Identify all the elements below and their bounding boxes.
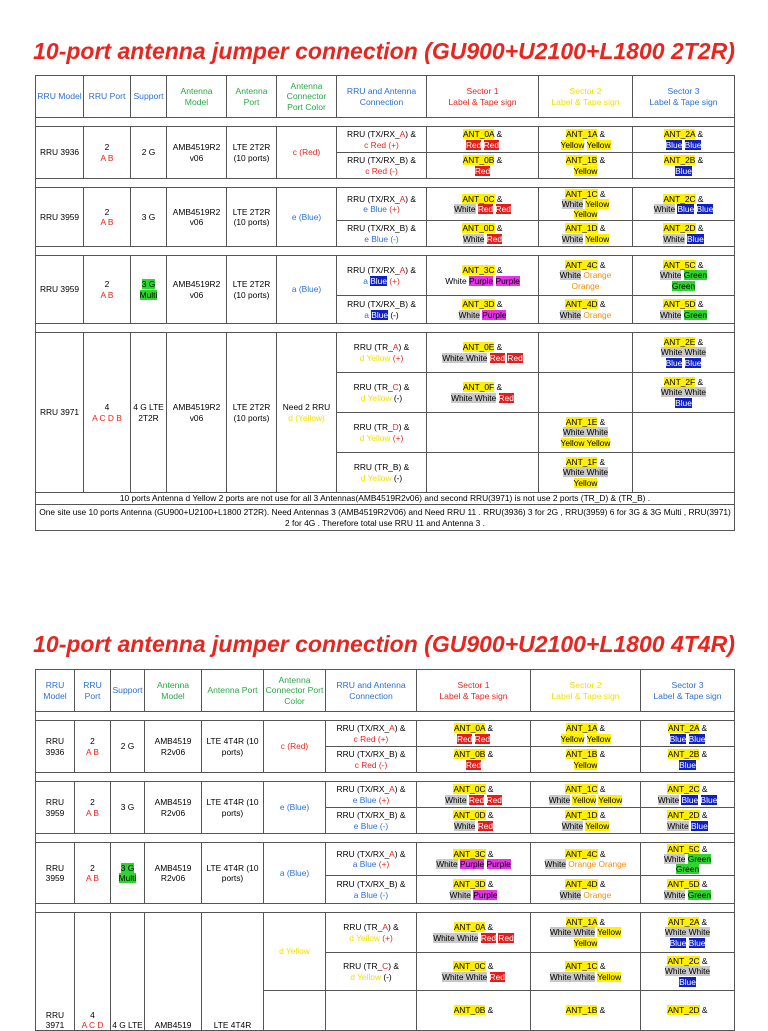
connection: RRU (TR_C) & d Yellow (-) (326, 953, 417, 991)
connection: RRU (TR_D) & d Yellow (+) (337, 413, 427, 453)
page-title-2t2r: 10-port antenna jumper connection (GU900+U2100+L1800 2T2R) (33, 38, 735, 64)
sector3-label: ANT_2C & White Blue Blue (641, 782, 735, 808)
rru-port: 2 A B (84, 188, 131, 247)
rru-model: RRU 3971 (36, 333, 84, 493)
antenna-port: LTE 4T4R (10 ports) (202, 782, 264, 834)
connection: RRU (TX/RX_B) & a Blue (-) (337, 296, 427, 324)
header-row (36, 76, 735, 118)
header-rru-model: RRU Model (36, 76, 84, 118)
antenna-model: AMB4519 R2v06 (145, 721, 202, 773)
sector3-label: ANT_2D & White Blue (633, 221, 735, 247)
sector3-label: ANT_5C & White Green Green (633, 256, 735, 296)
connector-color: d Yellow (264, 913, 326, 991)
sector1-label (427, 413, 539, 453)
header-connector-color: Antenna Connector Port Color (277, 76, 337, 118)
connector-color: a (Blue) (264, 843, 326, 904)
sector1-label: ANT_0C & White Red Red (427, 188, 539, 221)
header-connector-color: Antenna Connector Port Color (264, 670, 326, 712)
sector1-label: ANT_0B & Red (427, 153, 539, 179)
note-site-summary: One site use 10 ports Antenna (GU900+U2100+L1800 2T2R). Need Antennas 3 (AMB4519R2V06) and Need RRU 11 . RRU(3936) 3 for 2G , RRU(3959) 6 for 3G & 3G Multi , RRU(3971) 2 for 4G . Therefore total use RRU 11 and Antenna 3 . (36, 505, 735, 531)
connection: RRU (TX/RX_A) & a Blue (+) (337, 256, 427, 296)
antenna-model: AMB4519R2 v06 (167, 256, 227, 324)
header-row (36, 670, 735, 712)
sector2-label: ANT_1A & White White Yellow Yellow (531, 913, 641, 953)
sector3-label: ANT_2A & Blue Blue (641, 721, 735, 747)
support: 3 G (111, 782, 145, 834)
sector3-label (633, 413, 735, 453)
table-row (36, 721, 735, 747)
sector2-label: ANT_1B & (531, 991, 641, 1031)
support: 2 G (131, 127, 167, 179)
connector-color: c (Red) (277, 127, 337, 179)
connector-color (264, 991, 326, 1031)
connection: RRU (TX/RX_A) & e Blue (+) (337, 188, 427, 221)
antenna-model: AMB4519 R2v06 (145, 782, 202, 834)
sector2-label: ANT_1F & White White Yellow (539, 453, 633, 493)
support: 3 G Multi (131, 256, 167, 324)
antenna-model: AMB4519 (145, 913, 202, 1031)
antenna-port: LTE 4T4R (202, 913, 264, 1031)
connection: RRU (TR_A) & d Yellow (+) (326, 913, 417, 953)
header-rru-port: RRU Port (75, 670, 111, 712)
sector3-label: ANT_2D & (641, 991, 735, 1031)
connection: RRU (TR_B) & d Yellow (-) (337, 453, 427, 493)
antenna-model: AMB4519R2 v06 (167, 333, 227, 493)
sector2-label: ANT_1C & White Yellow Yellow (539, 188, 633, 221)
sector3-label (633, 453, 735, 493)
connection: RRU (TR_A) & d Yellow (+) (337, 333, 427, 373)
sector1-label: ANT_3C & White Purple Purple (417, 843, 531, 876)
rru-model: RRU 3959 (36, 188, 84, 247)
page-title-4t4r: 10-port antenna jumper connection (GU900+U2100+L1800 4T4R) (33, 631, 735, 657)
connection: RRU (TX/RX_B) & e Blue (-) (337, 221, 427, 247)
connection: RRU (TX/RX_A) & c Red (+) (326, 721, 417, 747)
sector2-label (539, 373, 633, 413)
header-rru-port: RRU Port (84, 76, 131, 118)
header-support: Support (131, 76, 167, 118)
sector2-label: ANT_4C & White Orange Orange (539, 256, 633, 296)
antenna-model: AMB4519R2 v06 (167, 188, 227, 247)
antenna-model: AMB4519 R2v06 (145, 843, 202, 904)
sector1-label: ANT_0E & White White Red Red (427, 333, 539, 373)
header-sector-2: Sector 2 Label & Tape sign (531, 670, 641, 712)
rru-model: RRU 3959 (36, 782, 75, 834)
sector3-label: ANT_2D & White Blue (641, 808, 735, 834)
sector1-label: ANT_0D & White Red (427, 221, 539, 247)
header-sector-2: Sector 2 Label & Tape sign (539, 76, 633, 118)
sector3-label: ANT_2A & White White Blue Blue (641, 913, 735, 953)
rru-port: 4 A C D (75, 913, 111, 1031)
sector3-label: ANT_2F & White White Blue (633, 373, 735, 413)
sector3-label: ANT_2B & Blue (633, 153, 735, 179)
sector2-label: ANT_1A & Yellow Yellow (539, 127, 633, 153)
rru-model: RRU 3936 (36, 127, 84, 179)
support: 4 G LTE (111, 913, 145, 1031)
sector1-label: ANT_0C & White White Red (417, 953, 531, 991)
sector3-label: ANT_2C & White White Blue (641, 953, 735, 991)
sector2-label: ANT_1D & White Yellow (531, 808, 641, 834)
table-row (36, 333, 735, 373)
table-row (36, 913, 735, 953)
sector3-label: ANT_2A & Blue Blue (633, 127, 735, 153)
header-antenna-model: Antenna Model (145, 670, 202, 712)
connection: RRU (TX/RX_B) & c Red (-) (337, 153, 427, 179)
connection: RRU (TX/RX_A) & a Blue (+) (326, 843, 417, 876)
rru-port: 2 A B (84, 127, 131, 179)
connection: RRU (TR_C) & d Yellow (-) (337, 373, 427, 413)
support: 4 G LTE 2T2R (131, 333, 167, 493)
antenna-port: LTE 2T2R (10 ports) (227, 333, 277, 493)
header-antenna-port: Antenna Port (202, 670, 264, 712)
table-2t2r (35, 75, 735, 531)
support: 3 G (131, 188, 167, 247)
rru-port: 4 A C D B (84, 333, 131, 493)
sector3-label: ANT_2C & White Blue Blue (633, 188, 735, 221)
antenna-port: LTE 2T2R (10 ports) (227, 256, 277, 324)
connection: RRU (TX/RX_B) & e Blue (-) (326, 808, 417, 834)
rru-port: 2 A B (84, 256, 131, 324)
sector2-label: ANT_4D & White Orange (531, 876, 641, 904)
sector2-label: ANT_4C & White Orange Orange (531, 843, 641, 876)
connection: RRU (TX/RX_A) & e Blue (+) (326, 782, 417, 808)
antenna-port: LTE 2T2R (10 ports) (227, 127, 277, 179)
sector3-label: ANT_2B & Blue (641, 747, 735, 773)
sector3-label: ANT_2E & White White Blue Blue (633, 333, 735, 373)
connection: RRU (TX/RX_B) & c Red (-) (326, 747, 417, 773)
header-support: Support (111, 670, 145, 712)
header-sector-1: Sector 1 Label & Tape sign (427, 76, 539, 118)
sector1-label: ANT_0C & White Red Red (417, 782, 531, 808)
sector1-label: ANT_0A & Red Red (427, 127, 539, 153)
header-rru-antenna-connection: RRU and Antenna Connection (326, 670, 417, 712)
rru-port: 2 A B (75, 782, 111, 834)
connection: RRU (TX/RX_A) & c Red (+) (337, 127, 427, 153)
connector-color: a (Blue) (277, 256, 337, 324)
sector1-label: ANT_0A & Red Red (417, 721, 531, 747)
rru-port: 2 A B (75, 721, 111, 773)
sector2-label: ANT_1C & White White Yellow (531, 953, 641, 991)
sector3-label: ANT_5D & White Green (641, 876, 735, 904)
sector2-label: ANT_4D & White Orange (539, 296, 633, 324)
table-row (36, 843, 735, 876)
sector1-label (427, 453, 539, 493)
header-antenna-port: Antenna Port (227, 76, 277, 118)
sector3-label: ANT_5D & White Green (633, 296, 735, 324)
table-4t4r (35, 669, 735, 1031)
antenna-port: LTE 4T4R (10 ports) (202, 721, 264, 773)
antenna-port: LTE 2T2R (10 ports) (227, 188, 277, 247)
support: 3 G Multi (111, 843, 145, 904)
connector-color: e (Blue) (264, 782, 326, 834)
sector1-label: ANT_0F & White White Red (427, 373, 539, 413)
header-rru-antenna-connection: RRU and Antenna Connection (337, 76, 427, 118)
table-row (36, 256, 735, 296)
sector1-label: ANT_3D & White Purple (417, 876, 531, 904)
sector1-label: ANT_0A & White White Red Red (417, 913, 531, 953)
sector3-label: ANT_5C & White Green Green (641, 843, 735, 876)
connection: RRU (TX/RX_B) & a Blue (-) (326, 876, 417, 904)
sector1-label: ANT_3D & White Purple (427, 296, 539, 324)
sector2-label: ANT_1A & Yellow Yellow (531, 721, 641, 747)
sector1-label: ANT_0B & Red (417, 747, 531, 773)
sector1-label: ANT_0B & (417, 991, 531, 1031)
connector-color: e (Blue) (277, 188, 337, 247)
header-sector-3: Sector 3 Label & Tape sign (633, 76, 735, 118)
table-row (36, 127, 735, 153)
sector2-label: ANT_1D & White Yellow (539, 221, 633, 247)
table-row (36, 782, 735, 808)
header-sector-3: Sector 3 Label & Tape sign (641, 670, 735, 712)
header-antenna-model: Antenna Model (167, 76, 227, 118)
connection (326, 991, 417, 1031)
sector2-label: ANT_1E & White White Yellow Yellow (539, 413, 633, 453)
table-row (36, 188, 735, 221)
sector2-label: ANT_1B & Yellow (539, 153, 633, 179)
rru-model: RRU 3936 (36, 721, 75, 773)
antenna-port: LTE 4T4R (10 ports) (202, 843, 264, 904)
support: 2 G (111, 721, 145, 773)
rru-model: RRU 3959 (36, 256, 84, 324)
note-unused-ports: 10 ports Antenna d Yellow 2 ports are not use for all 3 Antennas(AMB4519R2v06) and second RRU(3971) is not use 2 ports (TR_D) & (TR_B) . (36, 493, 735, 505)
sector1-label: ANT_0D & White Red (417, 808, 531, 834)
rru-model: RRU 3971 (36, 913, 75, 1031)
sector2-label: ANT_1B & Yellow (531, 747, 641, 773)
rru-model: RRU 3959 (36, 843, 75, 904)
connector-color: c (Red) (264, 721, 326, 773)
sector2-label (539, 333, 633, 373)
sector1-label: ANT_3C & White Purple Purple (427, 256, 539, 296)
header-sector-1: Sector 1 Label & Tape sign (417, 670, 531, 712)
header-rru-model: RRU Model (36, 670, 75, 712)
antenna-model: AMB4519R2 v06 (167, 127, 227, 179)
rru-port: 2 A B (75, 843, 111, 904)
sector2-label: ANT_1C & White Yellow Yellow (531, 782, 641, 808)
connector-color: Need 2 RRU d (Yellow) (277, 333, 337, 493)
